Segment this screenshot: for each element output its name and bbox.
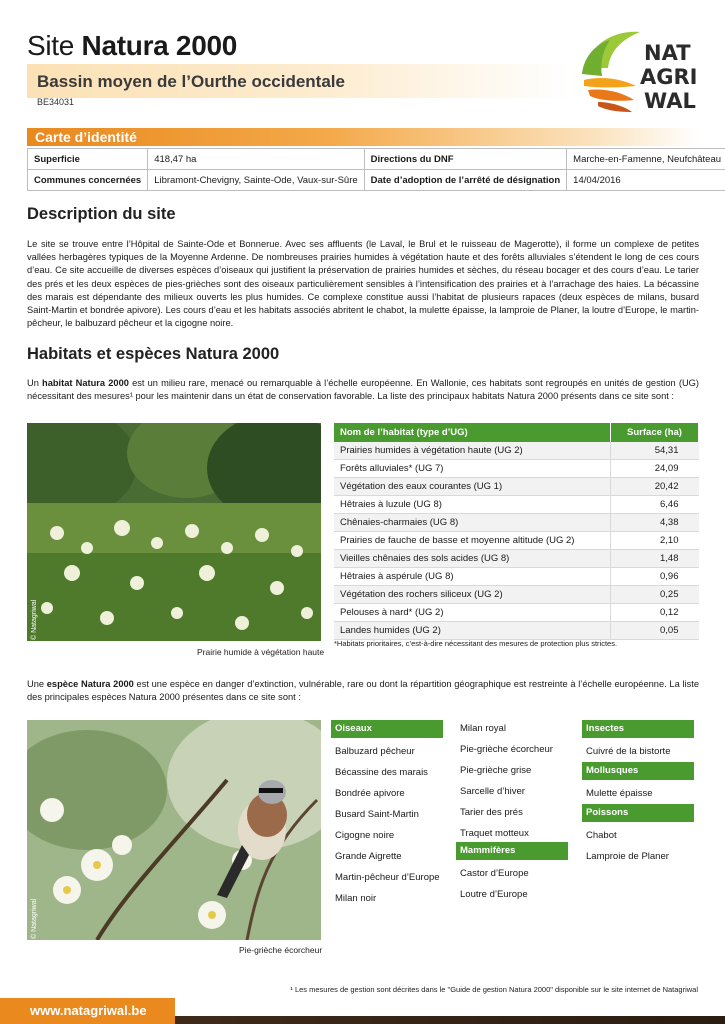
habitats-table-row	[334, 532, 699, 550]
species-item-mammifere: Loutre d’Europe	[460, 889, 528, 900]
habitats-table-row	[334, 568, 699, 586]
species-item-oiseau: Busard Saint-Martin	[335, 809, 419, 820]
species-intro-bold: espèce Natura 2000	[46, 679, 134, 689]
habitat-name: Végétation des rochers siliceux (UG 2)	[334, 586, 611, 604]
species-header-mollusques: Mollusques	[582, 762, 694, 780]
shrike-photo-credit: © Natagriwal	[31, 898, 38, 939]
species-item-oiseau: Milan noir	[335, 893, 377, 904]
habitats-table-row	[334, 460, 699, 478]
species-header-poissons: Poissons	[582, 804, 694, 822]
title-prefix: Site	[27, 30, 75, 61]
site-subtitle: Bassin moyen de l’Ourthe occidentale	[37, 72, 345, 91]
meadow-photo-credit: © Natagriwal	[31, 599, 38, 640]
shrike-photo-caption: Pie-grièche écorcheur	[239, 945, 323, 955]
species-item-oiseau: Traquet motteux	[460, 828, 529, 839]
species-item-insecte: Cuivré de la bistorte	[586, 746, 671, 757]
shrike-photo	[27, 720, 321, 940]
identity-label: Communes concernées	[28, 170, 148, 191]
identity-value: Marche-en-Famenne, Neufchâteau	[567, 149, 725, 170]
habitat-name: Landes humides (UG 2)	[334, 622, 611, 640]
identity-value: 14/04/2016	[567, 170, 725, 191]
identity-value: 418,47 ha	[148, 149, 364, 170]
species-item-poisson: Chabot	[586, 830, 617, 841]
logo-line-1: NAT	[644, 41, 691, 65]
habitat-name: Prairies de fauche de basse et moyenne altitude (UG 2)	[334, 532, 611, 550]
habitat-surface: 0,25	[611, 586, 699, 604]
habitat-surface: 0,05	[611, 622, 699, 640]
title-bold: Natura 2000	[81, 30, 238, 61]
species-intro-pre: Une	[27, 679, 47, 689]
identity-row	[28, 170, 725, 191]
species-item-oiseau: Pie-grièche écorcheur	[460, 744, 553, 755]
habitat-surface: 2,10	[611, 532, 699, 550]
habitat-surface: 6,46	[611, 496, 699, 514]
habitat-name: Prairies humides à végétation haute (UG 2)	[334, 442, 611, 460]
habitats-table-row	[334, 514, 699, 532]
identity-label: Directions du DNF	[364, 149, 567, 170]
species-col-oiseaux	[331, 720, 443, 909]
species-col-others	[582, 720, 694, 867]
species-header-mammiferes: Mammifères	[456, 842, 568, 860]
species-item-oiseau: Tarier des prés	[460, 807, 523, 818]
habitats-col-surface: Surface (ha)	[611, 423, 699, 442]
species-header-insectes: Insectes	[582, 720, 694, 738]
logo-line-2: AGRI	[640, 65, 698, 89]
site-code: BE34031	[37, 97, 75, 107]
habitats-table-header-row	[334, 423, 699, 442]
species-intro-post: est une espèce en danger d’extinction, vulnérable, rare ou dont la répartition géographique est restreinte à l’échelle européenne. La liste des principales espèces Natura 2000 présentes dans ce site sont :	[27, 679, 699, 703]
identity-value: Libramont-Chevigny, Sainte-Ode, Vaux-sur-Sûre	[148, 170, 364, 191]
habitat-name: Hêtraies à aspérule (UG 8)	[334, 568, 611, 586]
species-item-oiseau: Grande Aigrette	[335, 851, 402, 862]
habitat-name: Hêtraies à luzule (UG 8)	[334, 496, 611, 514]
species-header-oiseaux: Oiseaux	[331, 720, 443, 738]
species-item-oiseau: Sarcelle d’hiver	[460, 786, 525, 797]
species-item-oiseau: Milan royal	[460, 723, 506, 734]
identity-band	[27, 128, 699, 146]
habitats-intro-bold: habitat Natura 2000	[42, 378, 129, 388]
habitats-table-row	[334, 478, 699, 496]
logo-line-3: WAL	[644, 89, 696, 113]
species-item-mollusque: Mulette épaisse	[586, 788, 653, 799]
natagriwal-logo	[580, 26, 710, 116]
identity-heading: Carte d’identité	[35, 129, 137, 145]
habitats-intro	[27, 377, 699, 403]
habitats-col-name: Nom de l’habitat (type d’UG)	[334, 423, 611, 442]
species-item-mammifere: Castor d’Europe	[460, 868, 529, 879]
species-item-poisson: Lamproie de Planer	[586, 851, 669, 862]
species-item-oiseau: Martin-pêcheur d’Europe	[335, 872, 440, 883]
habitats-table-row	[334, 622, 699, 640]
habitats-heading: Habitats et espèces Natura 2000	[27, 345, 280, 363]
species-item-oiseau: Bondrée apivore	[335, 788, 405, 799]
habitats-table-row	[334, 604, 699, 622]
habitat-surface: 24,09	[611, 460, 699, 478]
page-title	[27, 30, 237, 62]
identity-row	[28, 149, 725, 170]
species-item-oiseau: Cigogne noire	[335, 830, 395, 841]
species-item-oiseau: Balbuzard pêcheur	[335, 746, 415, 757]
habitats-intro-pre: Un	[27, 378, 43, 388]
meadow-photo-caption: Prairie humide à végétation haute	[197, 647, 325, 657]
habitats-table-row	[334, 586, 699, 604]
habitats-table	[334, 423, 699, 640]
habitat-surface: 54,31	[611, 442, 699, 460]
habitats-table-row	[334, 550, 699, 568]
habitats-table-note: *Habitats prioritaires, c’est-à-dire nécessitant des mesures de protection plus strictes.	[334, 639, 618, 648]
species-intro	[27, 678, 699, 704]
habitat-name: Chênaies-charmaies (UG 8)	[334, 514, 611, 532]
species-item-oiseau: Bécassine des marais	[335, 767, 428, 778]
species-col-oiseaux-2	[456, 718, 568, 905]
footer-url-link[interactable]: www.natagriwal.be	[30, 1003, 147, 1018]
identity-label: Superficie	[28, 149, 148, 170]
habitat-name: Pelouses à nard* (UG 2)	[334, 604, 611, 622]
habitats-table-row	[334, 442, 699, 460]
habitats-table-row	[334, 496, 699, 514]
habitat-name: Forêts alluviales* (UG 7)	[334, 460, 611, 478]
description-heading: Description du site	[27, 205, 176, 223]
meadow-photo	[27, 423, 321, 641]
footer-stripe	[175, 1016, 725, 1024]
habitats-intro-post: est un milieu rare, menacé ou remarquable à l’échelle européenne. En Wallonie, ces habitats sont regroupés en unités de gestion (UG) nécessitant des mesures¹ pour les maintenir dans un état de conservation favorable. La liste des principaux habitats Natura 2000 présents dans ce site sont :	[27, 378, 699, 402]
footnote: ¹ Les mesures de gestion sont décrites dans le "Guide de gestion Natura 2000" disponible sur le site internet de Natagriwal	[290, 985, 698, 994]
habitat-name: Végétation des eaux courantes (UG 1)	[334, 478, 611, 496]
habitat-surface: 1,48	[611, 550, 699, 568]
description-text: Le site se trouve entre l’Hôpital de Sainte-Ode et Bonnerue. Avec ses affluents (le Laval, le Brul et le ruisseau de Magerotte), il forme un complexe de petites vallées herbagères typiques de la Moyenne Ardenne. De nombreuses prairies humides à végétation haute et des forêts alluviales s’étendent le long de ces cours d’eau. Ce site accueille de diverses espèces d’oiseaux qui justifient la préservation de prairies humides et sèches, du réseau bocager et des cours d’eau. Le tarier des prés et les deux espèces de pies-grièches sont des oiseaux particulièrement sensibles à l’intensification des prairies et à l’arrachage des haies. La bécassine des marais est dépendante des milieux ouverts les plus humides. Ce complexe constitue aussi l’habitat de plusieurs rapaces (deux espèces de milans, busard Saint-Martin et bondrée apivore). Les cours d’eau et les habitats associés abritent le chabot, la mulette épaisse, la lamproie de Planer, la loutre d’Europe, le martin-pêcheur, le balbuzard pêcheur et la cigogne noire.	[27, 239, 699, 329]
habitat-surface: 20,42	[611, 478, 699, 496]
habitat-surface: 0,96	[611, 568, 699, 586]
identity-label: Date d’adoption de l’arrêté de désignation	[364, 170, 567, 191]
identity-table	[27, 148, 725, 191]
habitat-name: Vieilles chênaies des sols acides (UG 8)	[334, 550, 611, 568]
habitat-surface: 4,38	[611, 514, 699, 532]
habitat-surface: 0,12	[611, 604, 699, 622]
species-item-oiseau: Pie-grièche grise	[460, 765, 532, 776]
